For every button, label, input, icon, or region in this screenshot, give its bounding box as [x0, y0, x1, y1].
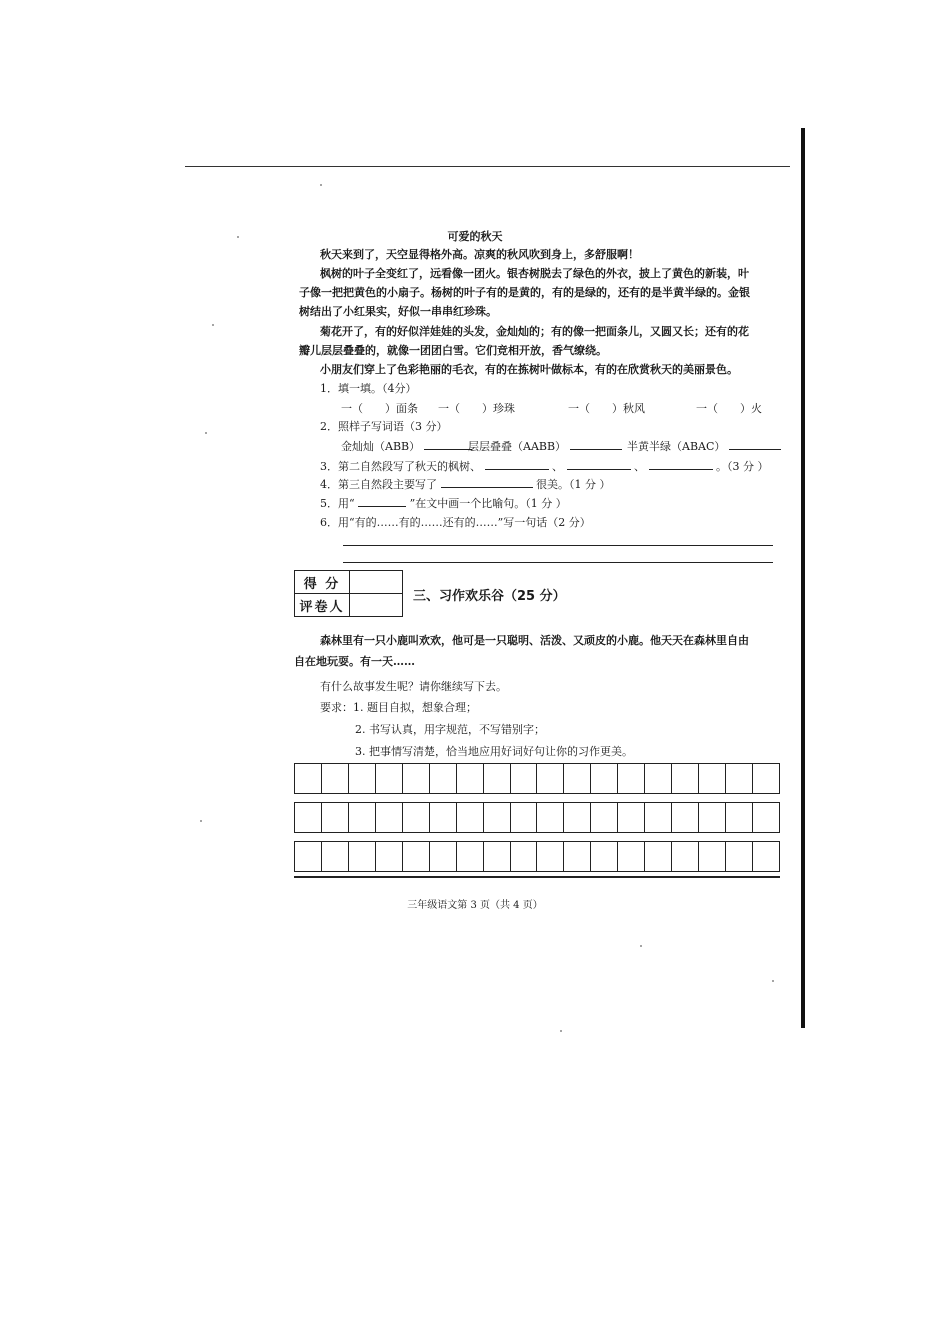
- grid-cell[interactable]: [672, 803, 699, 832]
- requirement-2: 2. 书写认真，用字规范，不写错别字；: [355, 723, 545, 736]
- grid-cell[interactable]: [484, 764, 511, 793]
- grid-cell[interactable]: [645, 842, 672, 871]
- answer-blank[interactable]: [649, 459, 713, 470]
- scan-speck: [212, 324, 214, 326]
- question-2: 2．照样子写词语（3 分）: [320, 420, 448, 433]
- grid-cell[interactable]: [564, 764, 591, 793]
- q1-item: 一（ ）珍珠: [438, 402, 515, 415]
- grid-cell[interactable]: [726, 764, 753, 793]
- grader-label: 评卷人: [295, 594, 350, 617]
- q1-item: 一（ ）秋风: [568, 402, 645, 415]
- question-4: [320, 476, 611, 492]
- grid-cell[interactable]: [322, 803, 349, 832]
- grid-cell[interactable]: [322, 764, 349, 793]
- writing-prompt: 自在地玩耍。有一天……: [294, 655, 415, 668]
- grid-cell[interactable]: [484, 803, 511, 832]
- paragraph-line: 小朋友们穿上了色彩艳丽的毛衣，有的在拣树叶做标本，有的在欣赏秋天的美丽景色。: [320, 363, 738, 376]
- grid-cell[interactable]: [349, 803, 376, 832]
- q4-text: 4．第三自然段主要写了: [320, 478, 437, 491]
- question-1: 1．填一填。（4分）: [320, 382, 417, 395]
- grid-cell[interactable]: [376, 803, 403, 832]
- grid-cell[interactable]: [349, 842, 376, 871]
- grid-bottom-rule: [294, 876, 780, 878]
- grid-cell[interactable]: [564, 842, 591, 871]
- score-box: [294, 570, 403, 617]
- q6-answer-line[interactable]: [343, 562, 773, 563]
- grid-cell[interactable]: [511, 803, 538, 832]
- grid-cell[interactable]: [511, 842, 538, 871]
- grid-cell[interactable]: [645, 764, 672, 793]
- answer-blank[interactable]: [441, 477, 533, 488]
- answer-blank[interactable]: [570, 439, 622, 450]
- scan-speck: [560, 1030, 562, 1032]
- grid-cell[interactable]: [645, 803, 672, 832]
- grid-cell[interactable]: [376, 764, 403, 793]
- grid-cell[interactable]: [537, 803, 564, 832]
- q6-answer-line[interactable]: [343, 545, 773, 546]
- grid-cell[interactable]: [699, 842, 726, 871]
- grid-cell[interactable]: [349, 764, 376, 793]
- paragraph-line: 子像一把把黄色的小扇子。杨树的叶子有的是黄的，有的是绿的，还有的是半黄半绿的。金银: [299, 286, 750, 299]
- grid-cell[interactable]: [537, 842, 564, 871]
- q5-text: 5．用“: [320, 497, 355, 510]
- grid-cell[interactable]: [484, 842, 511, 871]
- scan-speck: [205, 432, 207, 434]
- grid-cell[interactable]: [699, 764, 726, 793]
- grid-row: [294, 841, 780, 872]
- score-label: 得 分: [295, 571, 350, 594]
- grid-cell[interactable]: [699, 803, 726, 832]
- q2-label: 半黄半绿（ABAC）: [627, 440, 726, 453]
- grid-cell[interactable]: [430, 842, 457, 871]
- grid-cell[interactable]: [457, 764, 484, 793]
- grid-cell[interactable]: [672, 842, 699, 871]
- answer-blank[interactable]: [358, 496, 406, 507]
- grid-cell[interactable]: [753, 764, 780, 793]
- q2-word-abb: [341, 438, 472, 454]
- grid-cell[interactable]: [753, 842, 780, 871]
- grid-cell[interactable]: [672, 764, 699, 793]
- grid-cell[interactable]: [591, 842, 618, 871]
- grid-cell[interactable]: [537, 764, 564, 793]
- grid-cell[interactable]: [618, 842, 645, 871]
- paragraph-line: 树结出了小红果实，好似一串串红珍珠。: [299, 305, 497, 318]
- grid-cell[interactable]: [403, 803, 430, 832]
- grid-cell[interactable]: [591, 803, 618, 832]
- paragraph-line: 瓣儿层层叠叠的，就像一团团白雪。它们竞相开放，香气缭绕。: [299, 344, 607, 357]
- q2-word-aabb: [468, 438, 622, 454]
- reading-title: 可爱的秋天: [447, 230, 503, 243]
- q2-label: 层层叠叠（AABB）: [468, 440, 567, 453]
- grid-cell[interactable]: [564, 803, 591, 832]
- answer-blank[interactable]: [424, 439, 472, 450]
- grid-cell[interactable]: [376, 842, 403, 871]
- grid-cell[interactable]: [430, 764, 457, 793]
- q4-end: 很美。（1 分 ）: [536, 478, 611, 491]
- paragraph-line: 菊花开了，有的好似洋娃娃的头发，金灿灿的；有的像一把面条儿，又圆又长；还有的花: [320, 325, 749, 338]
- question-6: 6．用“有的……有的……还有的……”写一句话（2 分）: [320, 516, 591, 529]
- grid-cell[interactable]: [430, 803, 457, 832]
- grader-cell[interactable]: [350, 594, 403, 617]
- answer-blank[interactable]: [729, 439, 781, 450]
- grid-cell[interactable]: [403, 764, 430, 793]
- grid-cell[interactable]: [457, 803, 484, 832]
- grid-cell[interactable]: [618, 803, 645, 832]
- section-title: 三、习作欢乐谷（25 分）: [413, 589, 566, 604]
- requirement-1: 要求：1. 题目自拟，想象合理；: [320, 701, 477, 714]
- page-header-rule: [185, 166, 790, 167]
- score-cell[interactable]: [350, 571, 403, 594]
- q1-item: 一（ ）面条: [341, 402, 418, 415]
- q3-separator: 、: [552, 460, 563, 473]
- question-5: [320, 495, 567, 511]
- grid-cell[interactable]: [511, 764, 538, 793]
- grid-cell[interactable]: [295, 803, 322, 832]
- answer-blank[interactable]: [567, 459, 631, 470]
- paragraph-line: 枫树的叶子全变红了，远看像一团火。银杏树脱去了绿色的外衣，披上了黄色的新装，叶: [320, 267, 749, 280]
- answer-blank[interactable]: [485, 459, 549, 470]
- grid-cell[interactable]: [591, 764, 618, 793]
- requirement-3: 3. 把事情写清楚，恰当地应用好词好句让你的习作更美。: [355, 745, 633, 758]
- scan-speck: [200, 820, 202, 822]
- writing-question: 有什么故事发生呢？请你继续写下去。: [320, 680, 507, 693]
- q1-item: 一（ ）火: [696, 402, 762, 415]
- scan-edge-bar: [801, 128, 805, 1028]
- page-footer: 三年级语文第 3 页（共 4 页）: [407, 900, 543, 911]
- q2-label: 金灿灿（ABB）: [341, 440, 421, 453]
- grid-cell[interactable]: [403, 842, 430, 871]
- q5-end: ”在文中画一个比喻句。（1 分 ）: [409, 497, 567, 510]
- grid-cell[interactable]: [295, 842, 322, 871]
- grid-cell[interactable]: [457, 842, 484, 871]
- grid-cell[interactable]: [753, 803, 780, 832]
- grid-row: [294, 802, 780, 833]
- question-3: [320, 458, 769, 474]
- q3-text: 3．第二自然段写了秋天的枫树、: [320, 460, 481, 473]
- q3-separator: 、: [634, 460, 645, 473]
- scan-speck: [320, 184, 322, 186]
- q3-end: 。（3 分 ）: [716, 460, 769, 473]
- grid-cell[interactable]: [726, 803, 753, 832]
- scan-speck: [772, 980, 774, 982]
- grid-row: [294, 763, 780, 794]
- grid-cell[interactable]: [726, 842, 753, 871]
- grid-cell[interactable]: [618, 764, 645, 793]
- grid-cell[interactable]: [322, 842, 349, 871]
- writing-prompt: 森林里有一只小鹿叫欢欢，他可是一只聪明、活泼、又顽皮的小鹿。他天天在森林里自由: [320, 634, 749, 647]
- paragraph-line: 秋天来到了，天空显得格外高。凉爽的秋风吹到身上，多舒服啊！: [320, 248, 639, 261]
- grid-cell[interactable]: [295, 764, 322, 793]
- q2-word-abac: [627, 438, 781, 454]
- scan-speck: [640, 945, 642, 947]
